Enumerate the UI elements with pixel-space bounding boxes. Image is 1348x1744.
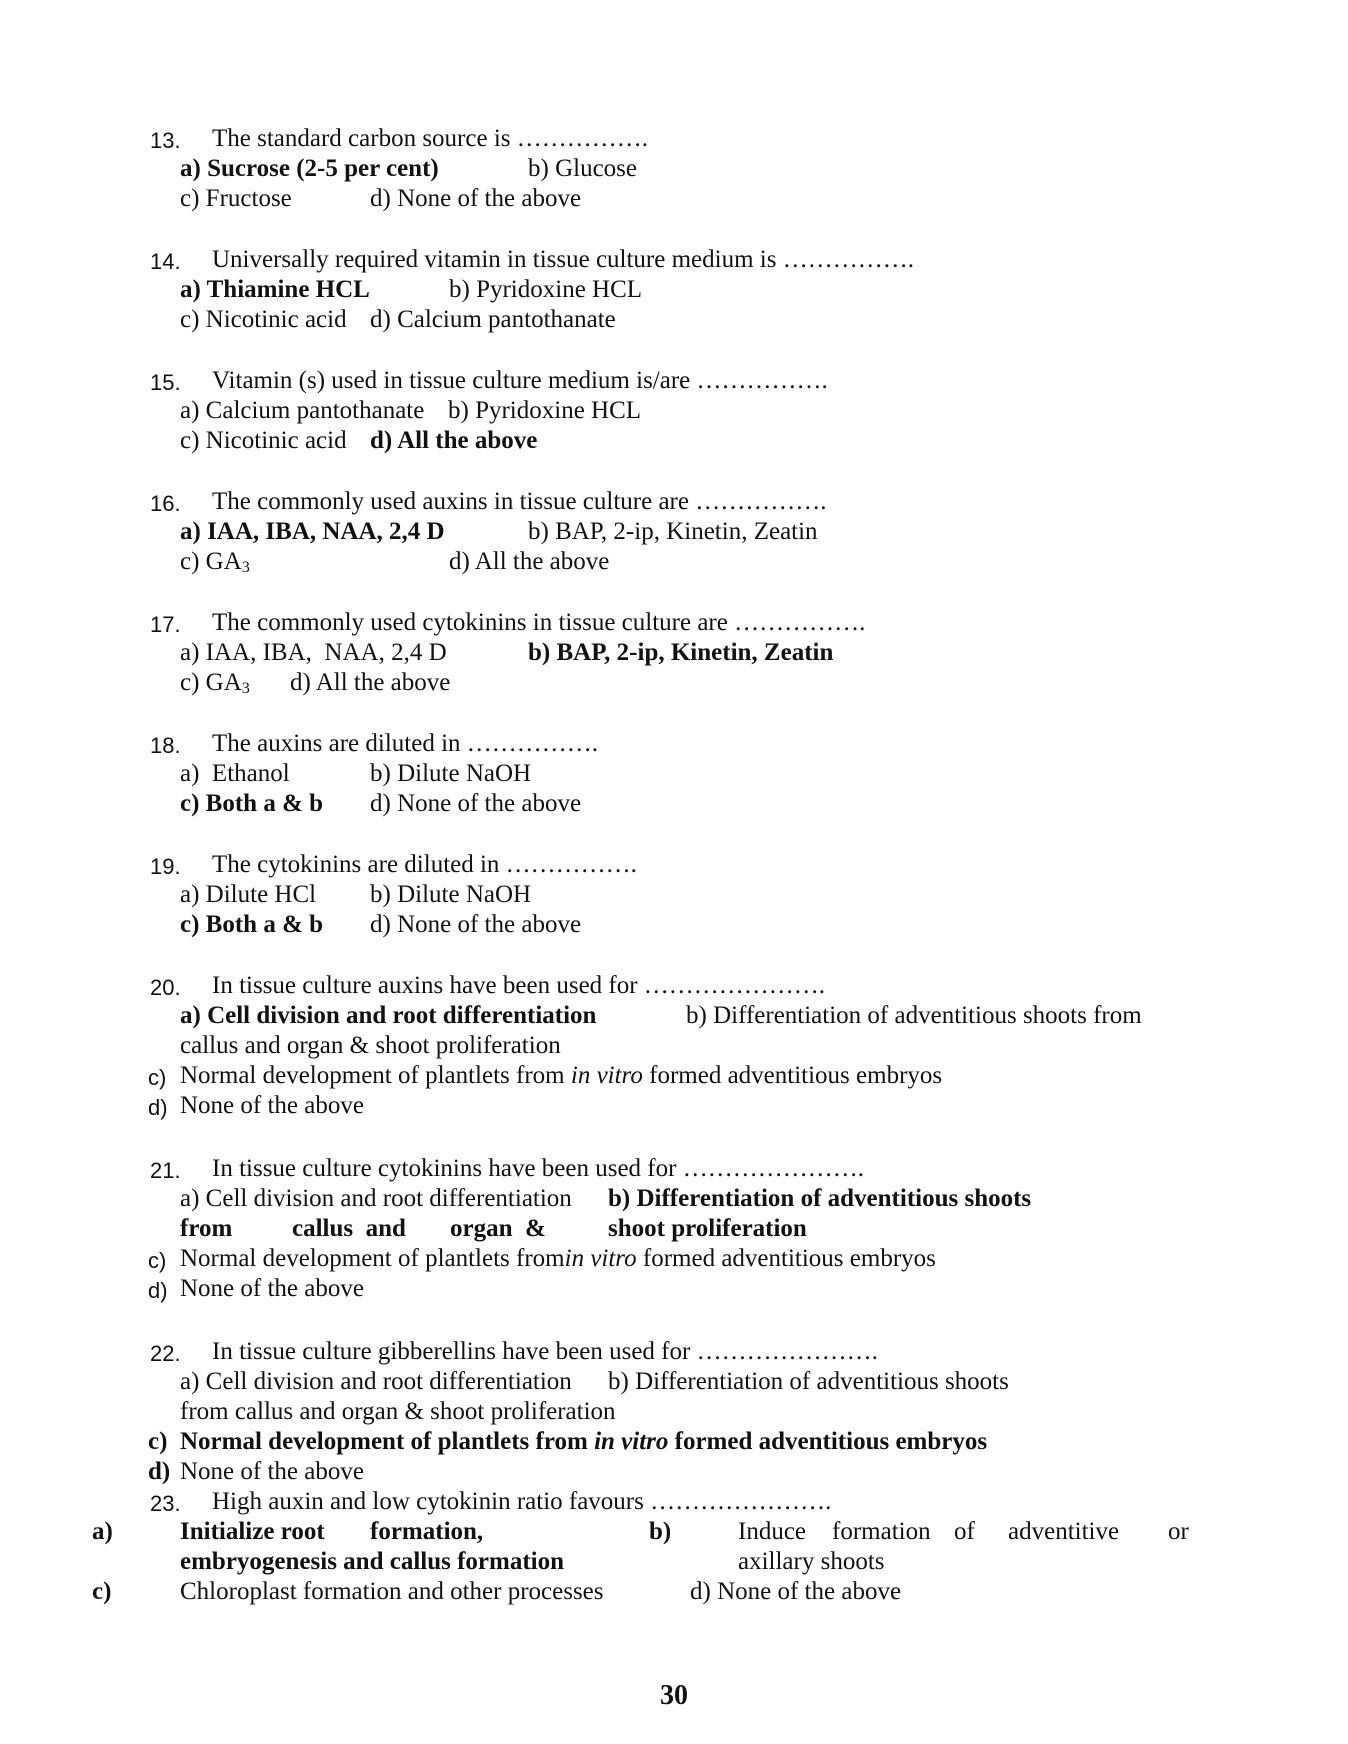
option-b-label: b)	[649, 1518, 672, 1545]
option-a: a) Cell division and root differentiation	[180, 1368, 572, 1395]
question-stem: The cytokinins are diluted in …………….	[212, 851, 637, 878]
option-b: b) BAP, 2-ip, Kinetin, Zeatin	[528, 518, 818, 545]
option-c-italic: in vitro	[564, 1245, 637, 1272]
option-c-text: c) GA	[180, 548, 242, 575]
option-c-text-end: formed adventitious embryos	[642, 1062, 943, 1089]
option-b: b) Pyridoxine HCL	[448, 397, 642, 424]
question-stem: Vitamin (s) used in tissue culture medium is/are …………….	[212, 367, 828, 394]
question-number: 18.	[150, 733, 181, 758]
option-c: c) Fructose	[180, 185, 292, 212]
option-a-answer: a) Thiamine HCL	[180, 276, 370, 303]
option-c-italic: in vitro	[594, 1428, 669, 1455]
option-c-answer: c) Both a & b	[180, 790, 324, 817]
option-d: d) None of the above	[690, 1578, 902, 1605]
option-c-text: Normal development of plantlets from	[180, 1428, 595, 1455]
option-c-text: Normal development of plantlets from	[180, 1245, 565, 1272]
question-number: 22.	[150, 1341, 181, 1366]
option-b-continued-2: callus and	[292, 1215, 406, 1242]
option-c-label: c)	[148, 1065, 167, 1090]
option-b: b) Pyridoxine HCL	[449, 276, 643, 303]
question-number: 15.	[150, 370, 181, 395]
option-c-text: Normal development of plantlets from	[180, 1062, 571, 1089]
question-stem: In tissue culture cytokinins have been used for ………………….	[212, 1155, 864, 1182]
question-number: 16.	[150, 491, 181, 516]
question-number: 19.	[150, 854, 181, 879]
option-b-answer: b) Differentiation of adventitious shoots	[608, 1185, 1032, 1212]
option-d: d) None of the above	[370, 790, 582, 817]
option-a-answer-continued: embryogenesis and callus formation	[180, 1548, 565, 1575]
question-stem: Universally required vitamin in tissue culture medium is …………….	[212, 246, 914, 273]
option-a: a) Calcium pantothanate	[180, 397, 425, 424]
option-b: b) Glucose	[528, 155, 637, 182]
option-d-label: d)	[148, 1278, 168, 1303]
option-b: b) Dilute NaOH	[370, 760, 532, 787]
option-b: b) Dilute NaOH	[370, 881, 532, 908]
option-b-continued-1: from	[180, 1215, 233, 1242]
option-c	[180, 1244, 936, 1274]
option-b-word-4: adventitive	[1008, 1518, 1120, 1545]
option-b-continued: from callus and organ & shoot proliferation	[180, 1398, 616, 1425]
option-a: a) Cell division and root differentiation	[180, 1185, 572, 1212]
option-c-label: c)	[148, 1248, 167, 1273]
option-b: b) Differentiation of adventitious shoots	[608, 1368, 1009, 1395]
option-a-answer: a) Sucrose (2-5 per cent)	[180, 155, 439, 182]
question-stem: The commonly used cytokinins in tissue culture are …………….	[212, 609, 866, 636]
option-b-continued-3: organ &	[450, 1215, 546, 1242]
option-c-subscript: 3	[241, 558, 250, 576]
option-a-label: a)	[92, 1518, 113, 1545]
question-number: 17.	[150, 612, 181, 637]
option-d: d) None of the above	[370, 185, 582, 212]
option-b-continued: axillary shoots	[738, 1548, 885, 1575]
option-b-word-5: or	[1168, 1518, 1189, 1545]
option-d-label: d)	[148, 1095, 168, 1120]
option-a: a) Dilute HCl	[180, 881, 317, 908]
option-c-subscript: 3	[241, 679, 250, 697]
option-c-text-end: formed adventitious embryos	[668, 1428, 988, 1455]
option-d: None of the above	[180, 1275, 364, 1302]
option-d: None of the above	[180, 1092, 364, 1119]
option-b-continued: callus and organ & shoot proliferation	[180, 1032, 561, 1059]
question-stem: The auxins are diluted in …………….	[212, 730, 599, 757]
option-d: d) All the above	[290, 669, 451, 696]
option-a-answer-part-2: formation,	[370, 1518, 484, 1545]
option-c: Chloroplast formation and other processes	[180, 1578, 604, 1605]
page-number: 30	[660, 1680, 688, 1711]
option-d-answer: d) All the above	[370, 427, 538, 454]
option-a-answer: a) Cell division and root differentiation	[180, 1002, 597, 1029]
question-number: 21.	[150, 1158, 181, 1183]
option-c: c) Nicotinic acid	[180, 306, 347, 333]
option-c-label: c)	[92, 1578, 112, 1605]
option-d: d) Calcium pantothanate	[370, 306, 616, 333]
option-c-answer: c) Both a & b	[180, 911, 324, 938]
option-a-answer: a) IAA, IBA, NAA, 2,4 D	[180, 518, 445, 545]
option-d: d) All the above	[449, 548, 610, 575]
question-number: 13.	[150, 128, 181, 153]
option-a: a) Ethanol	[180, 760, 290, 787]
option-d-label: d)	[148, 1458, 171, 1485]
option-c-answer	[180, 1427, 987, 1457]
option-b-word-1: Induce	[738, 1518, 807, 1545]
question-stem: The commonly used auxins in tissue culture are …………….	[212, 488, 827, 515]
option-a-answer-part-1: Initialize root	[180, 1518, 325, 1545]
option-c	[180, 547, 250, 582]
option-c-text-end: formed adventitious embryos	[636, 1245, 936, 1272]
question-number: 14.	[150, 249, 181, 274]
option-c-text: c) GA	[180, 669, 242, 696]
option-b-word-3: of	[954, 1518, 975, 1545]
question-stem: High auxin and low cytokinin ratio favours ………………….	[212, 1488, 832, 1515]
option-c-label: c)	[148, 1428, 168, 1455]
option-c: c) Nicotinic acid	[180, 427, 347, 454]
option-c	[180, 1061, 942, 1091]
option-c-italic: in vitro	[570, 1062, 643, 1089]
option-b-word-2: formation	[832, 1518, 931, 1545]
option-d: d) None of the above	[370, 911, 582, 938]
question-number: 23.	[150, 1491, 181, 1516]
question-stem: The standard carbon source is …………….	[212, 125, 648, 152]
option-c	[180, 668, 250, 703]
question-number: 20.	[150, 975, 181, 1000]
option-b-answer: b) BAP, 2-ip, Kinetin, Zeatin	[528, 639, 834, 666]
question-stem: In tissue culture auxins have been used for ………………….	[212, 972, 826, 999]
option-b-continued-4: shoot proliferation	[608, 1215, 807, 1242]
option-d: None of the above	[180, 1458, 364, 1485]
question-stem: In tissue culture gibberellins have been used for ………………….	[212, 1338, 878, 1365]
option-b: b) Differentiation of adventitious shoots from	[686, 1002, 1142, 1029]
option-a: a) IAA, IBA, NAA, 2,4 D	[180, 639, 447, 666]
